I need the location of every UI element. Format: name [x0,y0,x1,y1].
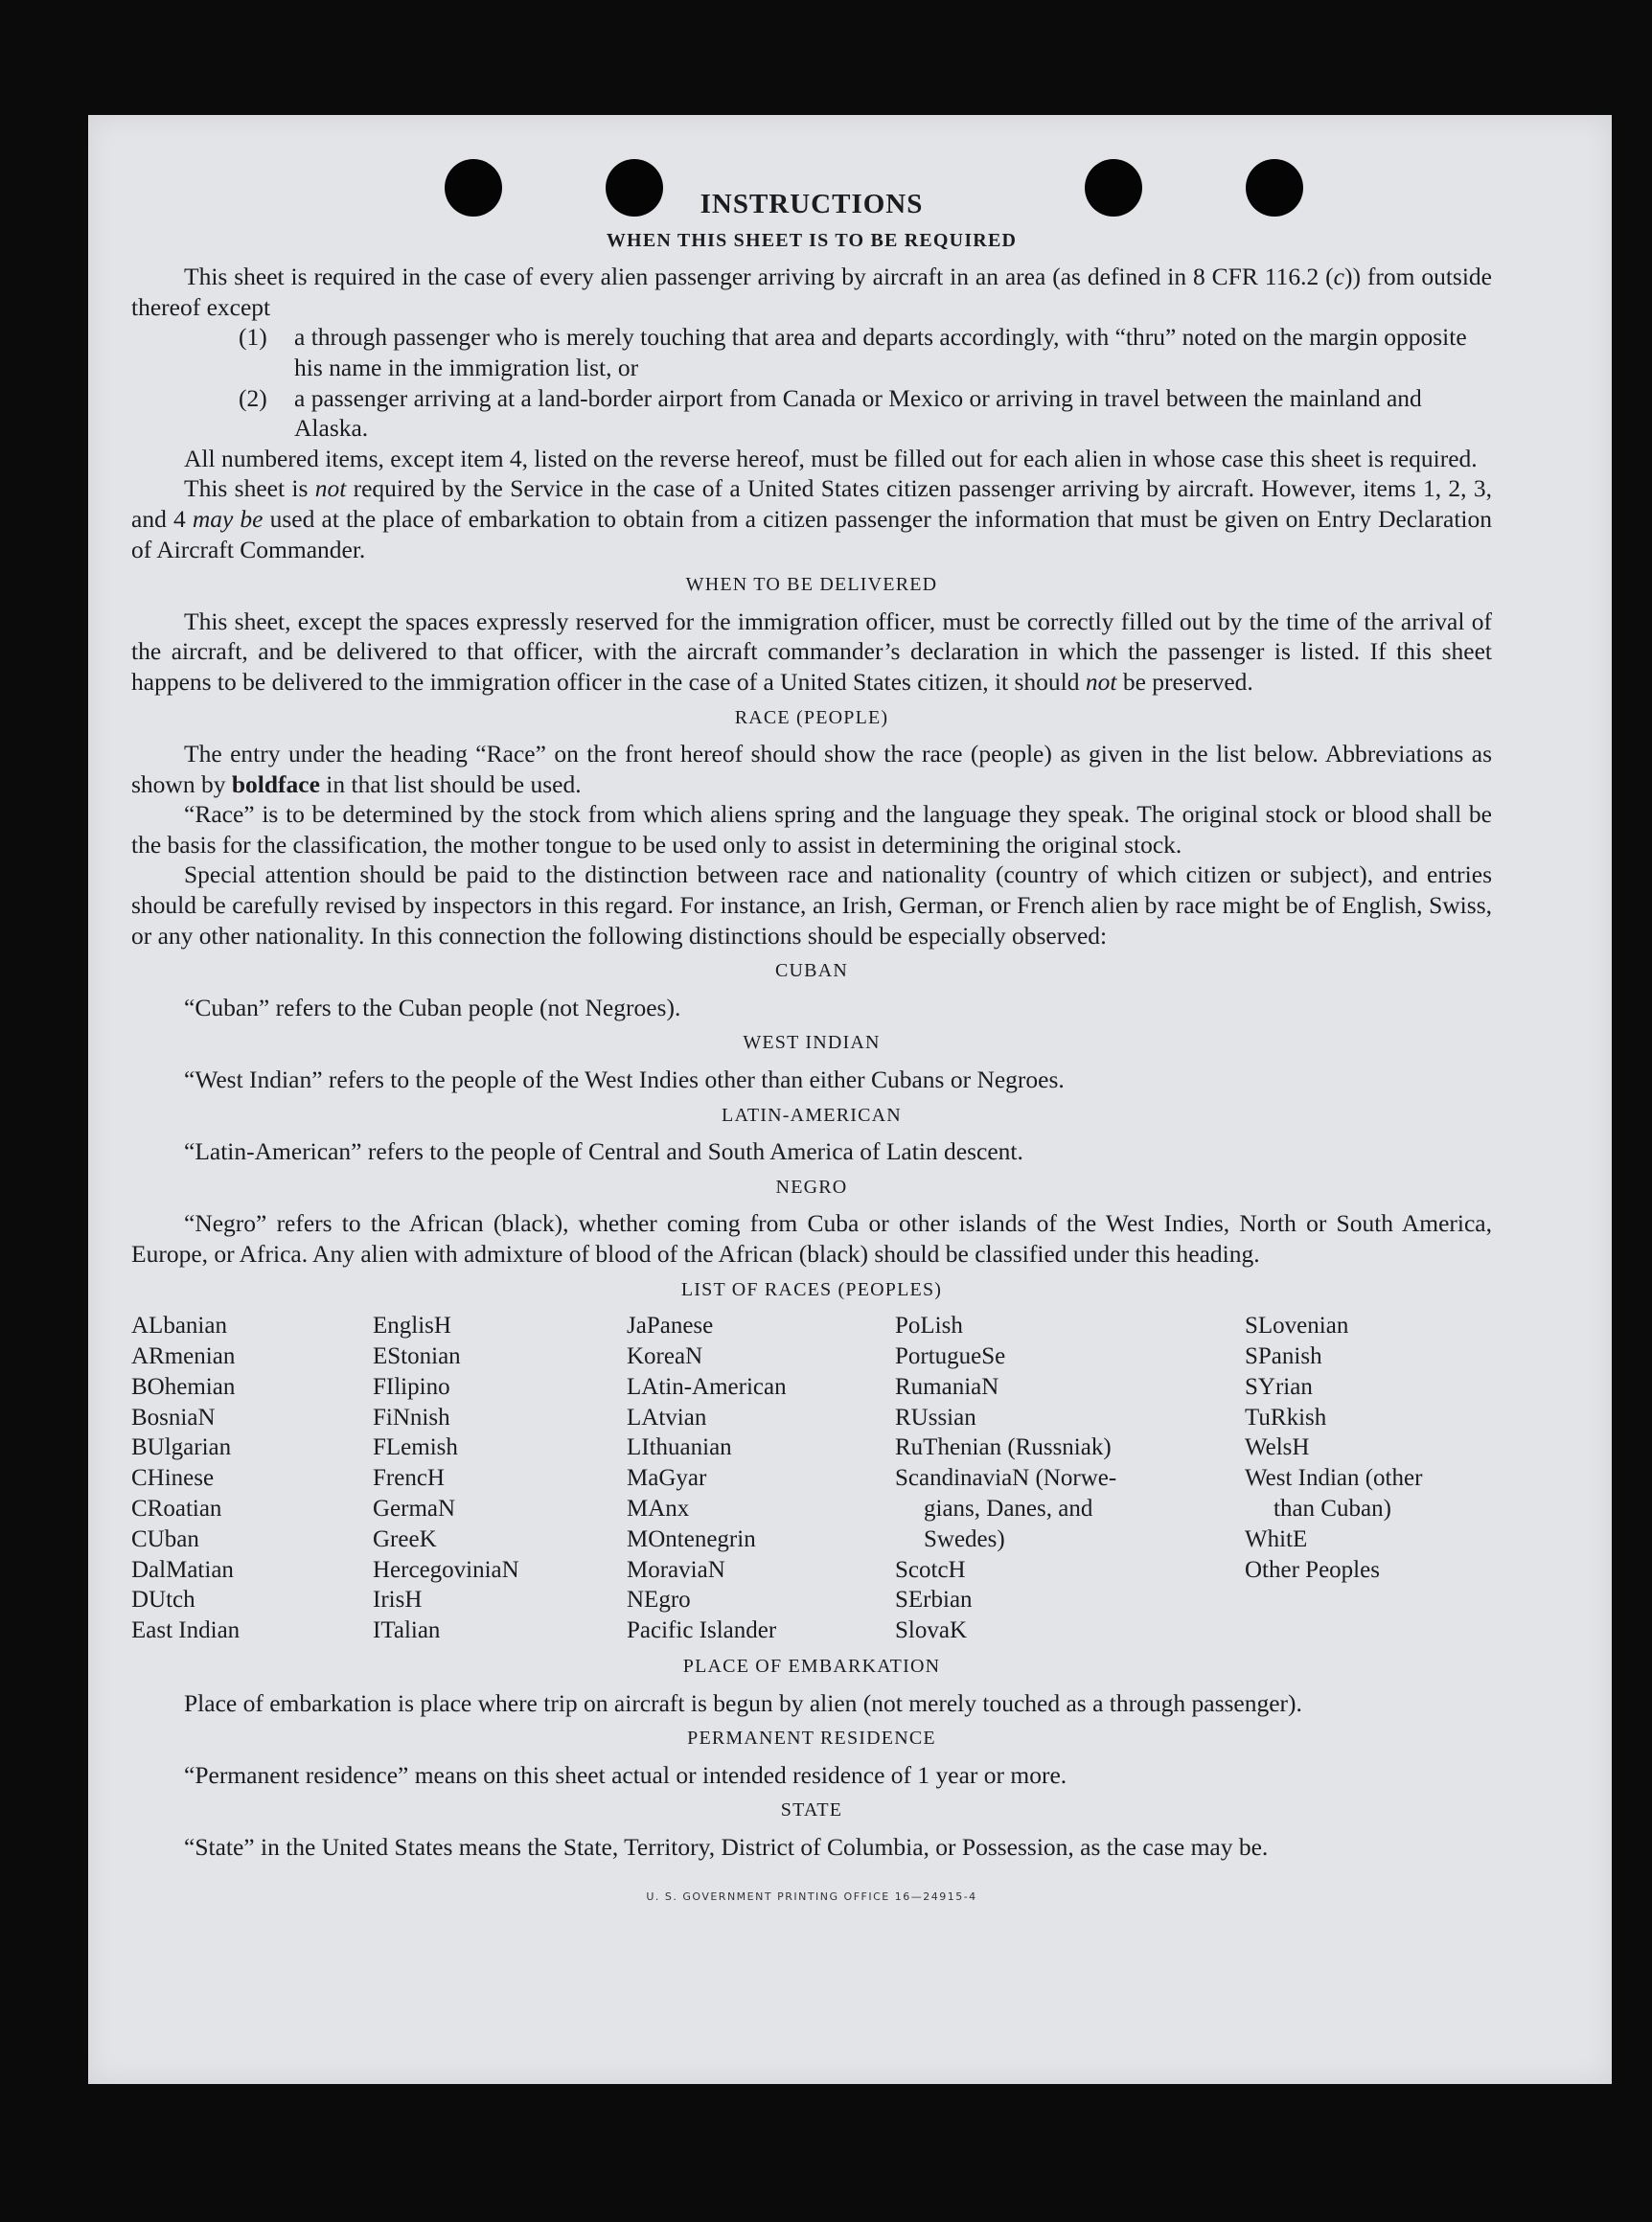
race-item: SlovaK [895,1617,967,1644]
race-item: gians, Danes, and [924,1495,1093,1522]
section-heading: LATIN-AMERICAN [722,1104,902,1126]
paragraph: “Permanent residence” means on this sheet actual or intended residence of 1 year or more. [184,1760,1067,1789]
race-item: Pacific Islander [627,1617,777,1644]
page-title: INSTRUCTIONS [700,189,924,219]
text: This sheet is [184,474,315,503]
race-item: SYrian [1245,1373,1313,1400]
race-item: IrisH [373,1587,423,1614]
paragraph: “West Indian” refers to the people of the West Indies other than either Cubans or Negroes. [184,1065,1065,1094]
race-item: SErbian [895,1587,973,1614]
race-item: RumaniaN [895,1373,999,1400]
race-item: NEgro [627,1587,691,1614]
race-item: East Indian [131,1617,241,1644]
paragraph: “Latin-American” refers to the people of Central and South America of Latin descent. [184,1137,1023,1166]
text: )) from outside thereof except [131,263,1492,321]
race-item: SLovenian [1245,1313,1349,1340]
section-heading: STATE [780,1799,843,1821]
race-column [131,1311,373,1646]
race-item: Other Peoples [1245,1556,1380,1583]
race-item: EnglisH [373,1313,451,1340]
paragraph: All numbered items, except item 4, listed on the reverse hereof, must be filled out for each alien in whose case this sheet is required. [184,444,1478,472]
text: This sheet is required in the case of every alien passenger arriving by aircraft in an area (as defined in 8 CFR 116.2 ( [184,263,1334,291]
race-item: BOhemian [131,1373,236,1400]
race-item: ScotcH [895,1556,966,1583]
race-item: CRoatian [131,1495,222,1522]
race-item: FiNnish [373,1404,450,1431]
section-heading: LIST OF RACES (PEOPLES) [680,1278,943,1300]
text: The entry under the heading “Race” on the front hereof should show the race (people) as given in the list below. Abbreviations as shown by [131,740,1492,798]
race-column [627,1311,895,1646]
item-text: a passenger arriving at a land-border airport from Canada or Mexico or arriving in travel between the mainland and Alaska. [294,383,1422,443]
italic-text: not [1085,667,1117,696]
document-page [88,115,1612,2084]
race-item: JaPanese [627,1313,714,1340]
bold-text: boldface [231,769,320,798]
race-column [895,1311,1245,1646]
section-heading: RACE (PEOPLE) [734,706,889,728]
race-item: EStonian [373,1342,461,1369]
item-text: a through passenger who is merely touching that area and departs accordingly, with “thru” noted on the margin opposite his name in the immigration list, or [294,323,1467,381]
race-item: LIthuanian [627,1434,732,1461]
paragraph [131,473,1492,564]
text: This sheet, except the spaces expressly reserved for the immigration officer, must be correctly filled out by the time of the arrival of the aircraft, and be delivered to that officer, with the aircraft commander’s declaration in which the passenger is listed. If this sheet happens to be delivered to the immigration officer in the case of a United States citizen, it should [131,607,1492,696]
race-item: SPanish [1245,1342,1322,1369]
race-item: FrencH [373,1465,445,1492]
race-item: than Cuban) [1273,1495,1391,1522]
paragraph [131,262,1492,322]
section-heading: CUBAN [774,960,848,982]
list-item [131,383,1492,444]
paragraph: “Negro” refers to the African (black), whether coming from Cuba or other islands of the West Indies, North or South America, Europe, or Africa. Any alien with admixture of blood of the African (black) should be classified under this heading. [131,1209,1492,1268]
race-item: Swedes) [924,1525,1005,1552]
item-number: (2) [239,383,267,412]
race-item: CHinese [131,1465,215,1492]
race-item: ARmenian [131,1342,236,1369]
section-heading: WHEN THIS SHEET IS TO BE REQUIRED [606,229,1018,251]
race-item: WhitE [1245,1525,1308,1552]
race-item: LAtvian [627,1404,707,1431]
paragraph [131,739,1492,799]
race-item: CUban [131,1525,199,1552]
italic-text: c [1333,263,1344,291]
section-heading: PERMANENT RESIDENCE [687,1728,936,1750]
text: in that list should be used. [319,769,582,798]
race-item: ALbanian [131,1313,227,1340]
race-item: MaGyar [627,1465,707,1492]
race-item: GermaN [373,1495,456,1522]
race-item: BosniaN [131,1404,216,1431]
race-item: RUssian [895,1404,976,1431]
paragraph [131,607,1492,698]
italic-text: may be [192,504,264,533]
list-item [131,322,1492,382]
race-item: MOntenegrin [627,1525,756,1552]
race-item: West Indian (other [1245,1465,1423,1492]
section-heading: WEST INDIAN [743,1032,881,1054]
race-item: FIlipino [373,1373,450,1400]
race-item: MAnx [627,1495,690,1522]
race-column [1245,1311,1492,1646]
race-item: WelsH [1245,1434,1310,1461]
race-item: PortugueSe [895,1342,1006,1369]
race-item: ITalian [373,1617,441,1644]
race-item: MoraviaN [627,1556,725,1583]
race-item: TuRkish [1245,1404,1327,1431]
race-item: BUlgarian [131,1434,232,1461]
item-number: (1) [239,323,267,352]
race-item: FLemish [373,1434,458,1461]
section-heading: WHEN TO BE DELIVERED [685,574,938,596]
text: used at the place of embarkation to obtain from a citizen passenger the information that must be given on Entry Declaration of Aircraft Commander. [131,504,1493,563]
race-item: DalMatian [131,1556,234,1583]
document-content [131,190,1492,1912]
paragraph: “Cuban” refers to the Cuban people (not Negroes). [184,993,681,1021]
race-item: KoreaN [627,1342,703,1369]
paragraph: Place of embarkation is place where trip on aircraft is begun by alien (not merely touched as a through passenger). [184,1688,1302,1717]
race-item: LAtin-American [627,1373,787,1400]
race-item: HercegoviniaN [373,1556,519,1583]
race-item: DUtch [131,1587,195,1614]
race-item: ScandinaviaN (Norwe- [895,1465,1117,1492]
paragraph: “State” in the United States means the State, Territory, District of Columbia, or Possession, as the case may be. [184,1832,1269,1861]
section-heading: NEGRO [775,1176,848,1198]
section-heading: PLACE OF EMBARKATION [682,1655,941,1677]
paragraph: Special attention should be paid to the distinction between race and nationality (country of which citizen or subject), and entries should be carefully revised by inspectors in this regard. For instance, an Irish, German, or French alien by race might be of English, Swiss, or any other nationality. In this connection the following distinctions should be especially observed: [131,860,1492,950]
race-item: GreeK [373,1525,437,1552]
text: required by the Service in the case of a United States citizen passenger arriving by aircraft. However, items 1, 2, 3, and 4 [131,474,1492,533]
italic-text: not [314,474,347,503]
race-item: PoLish [895,1313,963,1340]
race-list [131,1311,1492,1646]
race-column [373,1311,627,1646]
race-item: RuThenian (Russniak) [895,1434,1112,1461]
paragraph: “Race” is to be determined by the stock from which aliens spring and the language they speak. The original stock or blood shall be the basis for the classification, the mother tongue to be used only to assist in determining the original stock. [131,800,1492,859]
printer-imprint: U. S. GOVERNMENT PRINTING OFFICE 16—24915-4 [646,1890,977,1903]
text: be preserved. [1116,667,1253,696]
